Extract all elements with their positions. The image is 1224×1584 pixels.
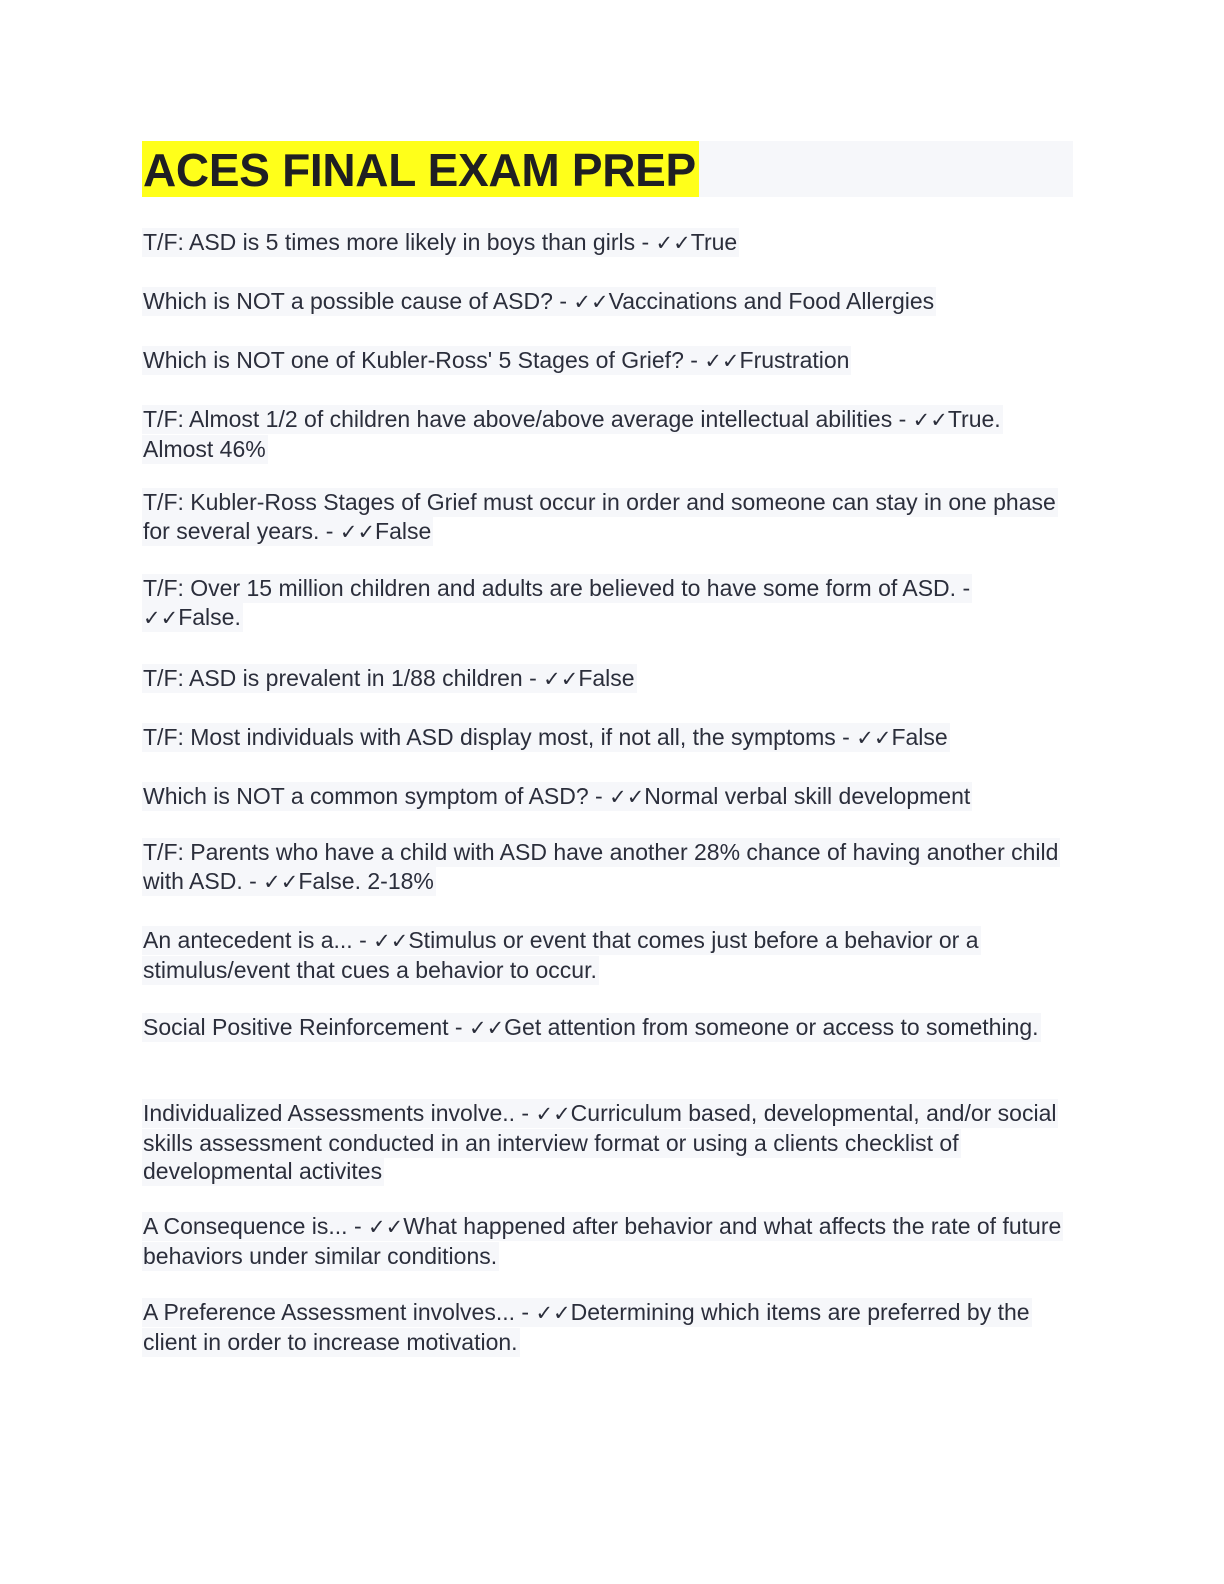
qa-item-12 — [142, 1013, 1072, 1043]
question-text: Social Positive Reinforcement - — [143, 1014, 469, 1040]
answer-text: True. Almost 46% — [143, 406, 1001, 462]
answer-text: Stimulus or event that comes just before a behavior or a stimulus/event that cues a behavior to occur. — [143, 927, 979, 983]
answer-text: False. 2-18% — [298, 867, 434, 894]
question-text: T/F: Almost 1/2 of children have above/above average intellectual abilities - — [143, 406, 913, 432]
check-icon: ✓✓ — [609, 785, 645, 809]
check-icon: ✓✓ — [543, 667, 579, 691]
qa-item-13 — [142, 1099, 1072, 1186]
question-text: Individualized Assessments involve.. - — [143, 1100, 536, 1126]
check-icon: ✓✓ — [655, 231, 691, 255]
check-icon: ✓✓ — [368, 1215, 404, 1239]
qa-item-2 — [142, 287, 1072, 317]
question-text: Which is NOT a common symptom of ASD? - — [143, 783, 610, 809]
qa-item-5 — [142, 488, 1072, 546]
qa-item-7 — [142, 664, 1072, 694]
check-icon: ✓✓ — [373, 929, 409, 953]
answer-text: Curriculum based, developmental, and/or social skills assessment conducted in an interview format or using a clients checklist of developmental activites — [143, 1100, 1057, 1184]
answer-text: Determining which items are preferred by the client in order to increase motivation. — [143, 1299, 1030, 1355]
qa-item-1 — [142, 228, 1072, 258]
check-icon: ✓✓ — [912, 408, 948, 432]
check-icon: ✓✓ — [143, 605, 179, 630]
question-text: A Preference Assessment involves... - — [143, 1299, 536, 1325]
question-text: Which is NOT one of Kubler-Ross' 5 Stages of Grief? - — [143, 347, 705, 373]
check-icon: ✓✓ — [263, 869, 299, 894]
answer-text: Get attention from someone or access to something. — [504, 1014, 1039, 1040]
question-text: A Consequence is... - — [143, 1213, 369, 1239]
document-title: ACES FINAL EXAM PREP — [142, 141, 699, 197]
answer-text: Vaccinations and Food Allergies — [608, 288, 935, 314]
question-text: T/F: ASD is prevalent in 1/88 children - — [143, 665, 544, 691]
check-icon: ✓✓ — [704, 349, 740, 373]
qa-item-14 — [142, 1212, 1072, 1270]
check-icon: ✓✓ — [468, 1016, 505, 1040]
qa-item-6 — [142, 574, 1072, 632]
question-text: T/F: Parents who have a child with ASD have another 28% chance of having another child with ASD. - — [143, 839, 1059, 894]
answer-text: What happened after behavior and what affects the rate of future behaviors under similar conditions. — [143, 1213, 1062, 1269]
question-text: T/F: ASD is 5 times more likely in boys than girls - — [143, 229, 656, 255]
check-icon: ✓✓ — [856, 726, 892, 750]
answer-text: True — [690, 229, 738, 255]
qa-item-4 — [142, 405, 1072, 463]
qa-item-3 — [142, 346, 1072, 376]
answer-text: False. — [178, 603, 241, 630]
qa-item-10 — [142, 838, 1072, 896]
answer-text: False — [578, 665, 635, 691]
question-text: T/F: Kubler-Ross Stages of Grief must occur in order and someone can stay in one phase for several years. - — [143, 489, 1056, 544]
qa-item-9 — [142, 782, 1072, 812]
check-icon: ✓✓ — [535, 1301, 571, 1325]
qa-item-8 — [142, 723, 1072, 753]
answer-text: False — [891, 724, 948, 750]
check-icon: ✓✓ — [573, 290, 609, 314]
qa-item-15 — [142, 1298, 1072, 1356]
answer-text: False — [375, 517, 432, 544]
question-text: T/F: Most individuals with ASD display most, if not all, the symptoms - — [143, 724, 857, 750]
check-icon: ✓✓ — [535, 1102, 571, 1126]
qa-item-11 — [142, 926, 1072, 984]
check-icon: ✓✓ — [339, 519, 376, 544]
question-text: T/F: Over 15 million children and adults are believed to have some form of ASD. - — [143, 575, 971, 601]
answer-text: Normal verbal skill development — [644, 783, 971, 809]
answer-text: Frustration — [739, 347, 850, 373]
question-text: An antecedent is a... - — [143, 927, 374, 953]
question-text: Which is NOT a possible cause of ASD? - — [143, 288, 574, 314]
